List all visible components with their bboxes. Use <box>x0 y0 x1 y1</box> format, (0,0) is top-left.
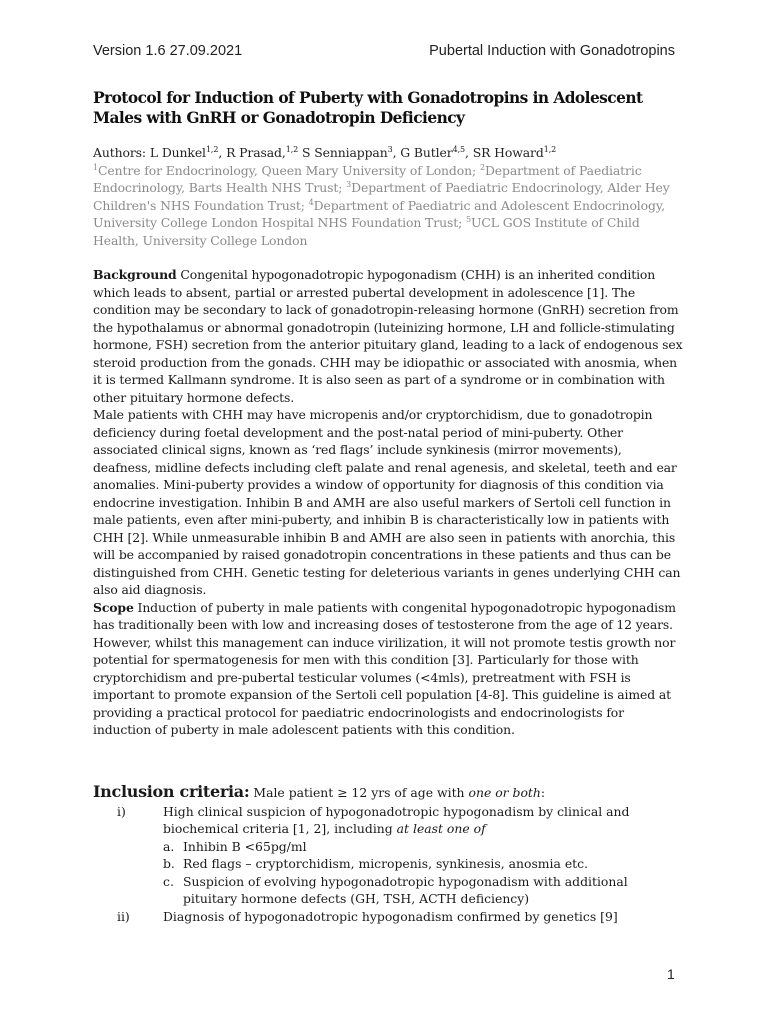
background-paragraph <box>93 266 683 406</box>
scope-heading: Scope <box>93 599 134 615</box>
affil-number: 3 <box>346 179 352 189</box>
authors-label: Authors: <box>93 145 147 160</box>
author-name: S Senniappan <box>301 145 388 160</box>
affiliation: Department of Paediatric Endocrinology, Barts Health NHS Trust; <box>93 162 642 195</box>
author-name: SR Howard <box>472 145 544 160</box>
affiliation: Department of Paediatric Endocrinology, Alder Hey Children's NHS Foundation Trust; <box>93 180 670 213</box>
page-header <box>93 43 675 61</box>
author-name: G Butler <box>400 145 453 160</box>
running-title: Pubertal Induction with Gonadotropins <box>429 43 675 59</box>
criterion-text: Diagnosis of hypogonadotropic hypogonadism confirmed by genetics [9] <box>163 908 618 924</box>
affiliations <box>93 163 670 248</box>
author-name: R Prasad, <box>226 145 286 160</box>
affil-number: 4 <box>308 197 314 207</box>
affiliation: Department of Paediatric and Adolescent Endocrinology, University College London Hospital NHS Foundation Trust; <box>93 197 665 230</box>
sub-criterion <box>163 873 683 908</box>
affil-number: 5 <box>466 214 472 224</box>
scope-text: Induction of puberty in male patients with congenital hypogonadotropic hypogonadism has traditionally been with low and increasing doses of testosterone from the age of 12 years. However, whilst this management can induce virilization, it will not promote testis growth nor potential for spermatogenesis for men with this condition [3]. Particularly for those with cryptorchidism and pre-pubertal testicular volumes (<4mls), pretreatment with FSH is important to promote expansion of the Sertoli cell population [4-8]. This guideline is aimed at providing a practical protocol for paediatric endocrinologists and endocrinologists for induction of puberty in male adolescent patients with this condition. <box>93 599 676 737</box>
affiliation: Centre for Endocrinology, Queen Mary University of London; <box>98 162 477 178</box>
inclusion-intro-emphasis: one or both <box>468 785 541 800</box>
criterion-number: i) <box>117 803 126 819</box>
author-affil-ref: 1,2 <box>205 144 219 154</box>
author-affil-ref: 1,2 <box>543 144 557 154</box>
sub-criterion <box>163 855 683 873</box>
inclusion-intro-text: Male patient ≥ 12 yrs of age with <box>253 785 465 800</box>
body-text <box>93 266 683 739</box>
inclusion-criteria <box>93 783 683 925</box>
criterion-number: ii) <box>117 908 130 924</box>
sub-text: Suspicion of evolving hypogonadotropic hypogonadism with additional pituitary hormone defects (GH, TSH, ACTH deficiency) <box>183 873 628 906</box>
author-affil-ref: 3 <box>387 144 393 154</box>
sub-letter: c. <box>163 873 174 889</box>
background-heading: Background <box>93 267 177 282</box>
author-affil-ref: 4,5 <box>452 144 466 154</box>
sub-letter: a. <box>163 838 175 854</box>
inclusion-heading: Inclusion criteria: <box>93 782 250 801</box>
affiliation: UCL GOS Institute of Child Health, University College London <box>93 215 640 248</box>
document-title: Protocol for Induction of Puberty with Gonadotropins in Adolescent Males with GnRH or Gonadotropin Deficiency <box>93 89 643 127</box>
criterion-item <box>117 908 683 926</box>
background-text: Congenital hypogonadotropic hypogonadism (CHH) is an inherited condition which leads to absent, partial or arrested pubertal development in adolescence [1]. The condition may be secondary to lack of gonadotropin-releasing hormone (GnRH) secretion from the hypothalamus or abnormal gonadotropin (luteinizing hormone, LH and follicle-stimulating hormone, FSH) secretion from the anterior pituitary gland, leading to a lack of endogenous sex steroid production from the gonads. CHH may be idiopathic or associated with anosmia, when it is termed Kallmann syndrome. It is also seen as part of a syndrome or in combination with other pituitary hormone defects. <box>93 267 683 405</box>
scope-paragraph <box>93 599 683 739</box>
criterion-text: High clinical suspicion of hypogonadotropic hypogonadism by clinical and biochemical criteria [1, 2], including <box>163 803 630 836</box>
author-affil-ref: 1,2 <box>285 144 299 154</box>
sub-text: Red flags – cryptorchidism, micropenis, synkinesis, anosmia etc. <box>183 856 589 871</box>
sub-letter: b. <box>163 856 175 871</box>
affil-number: 1 <box>93 162 98 172</box>
affil-number: 2 <box>479 162 485 172</box>
inclusion-intro-end: : <box>540 785 546 800</box>
inclusion-intro <box>93 783 683 802</box>
criterion-emphasis: at least one of <box>396 821 486 836</box>
version-date: Version 1.6 27.09.2021 <box>93 43 243 59</box>
authors-block: Authors: L Dunkel$^{1,2}$, R Prasad,$^{1,2}$ S Senniappan$^3$, G Butler$^{4,5}$, SR Howard$^{1,2}$ $^1$Centre for Endocrinology, Queen Mary University of London; $^2$Department of Paediatric Endocrinology, Barts Health NHS Trust; $^3$Department of Paediatric Endocrinology, Alder Hey Children's NHS Foundation Trust; $^4$Department of Paediatric and Adolescent Endocrinology, University College London Hospital NHS Foundation Trust; $^5$UCL GOS Institute of Child Health, University College London <box>93 144 670 248</box>
author-name: L Dunkel <box>149 145 206 160</box>
background-paragraph-2: Male patients with CHH may have micropenis and/or cryptorchidism, due to gonadotropin deficiency during foetal development and the post-natal period of mini-puberty. Other associated clinical signs, known as ‘red flags’ include synkinesis (mirror movements), deafness, midline defects including cleft palate and renal agenesis, and skeletal, teeth and ear anomalies. Mini-puberty provides a window of opportunity for diagnosis of this condition via endocrine investigation. Inhibin B and AMH are also useful markers of Sertoli cell function in male patients, even after mini-puberty, and inhibin B is characteristically low in patients with CHH [2]. While unmeasurable inhibin B and AMH are also seen in patients with anorchia, this will be accompanied by raised gonadotropin concentrations in these patients and thus can be distinguished from CHH. Genetic testing for deleterious variants in genes underlying CHH can also aid diagnosis. <box>93 407 681 597</box>
criterion-item <box>117 803 683 908</box>
page-number: 1 <box>667 966 675 982</box>
sub-text: Inhibin B <65pg/ml <box>183 838 307 854</box>
sub-criterion <box>163 838 683 856</box>
